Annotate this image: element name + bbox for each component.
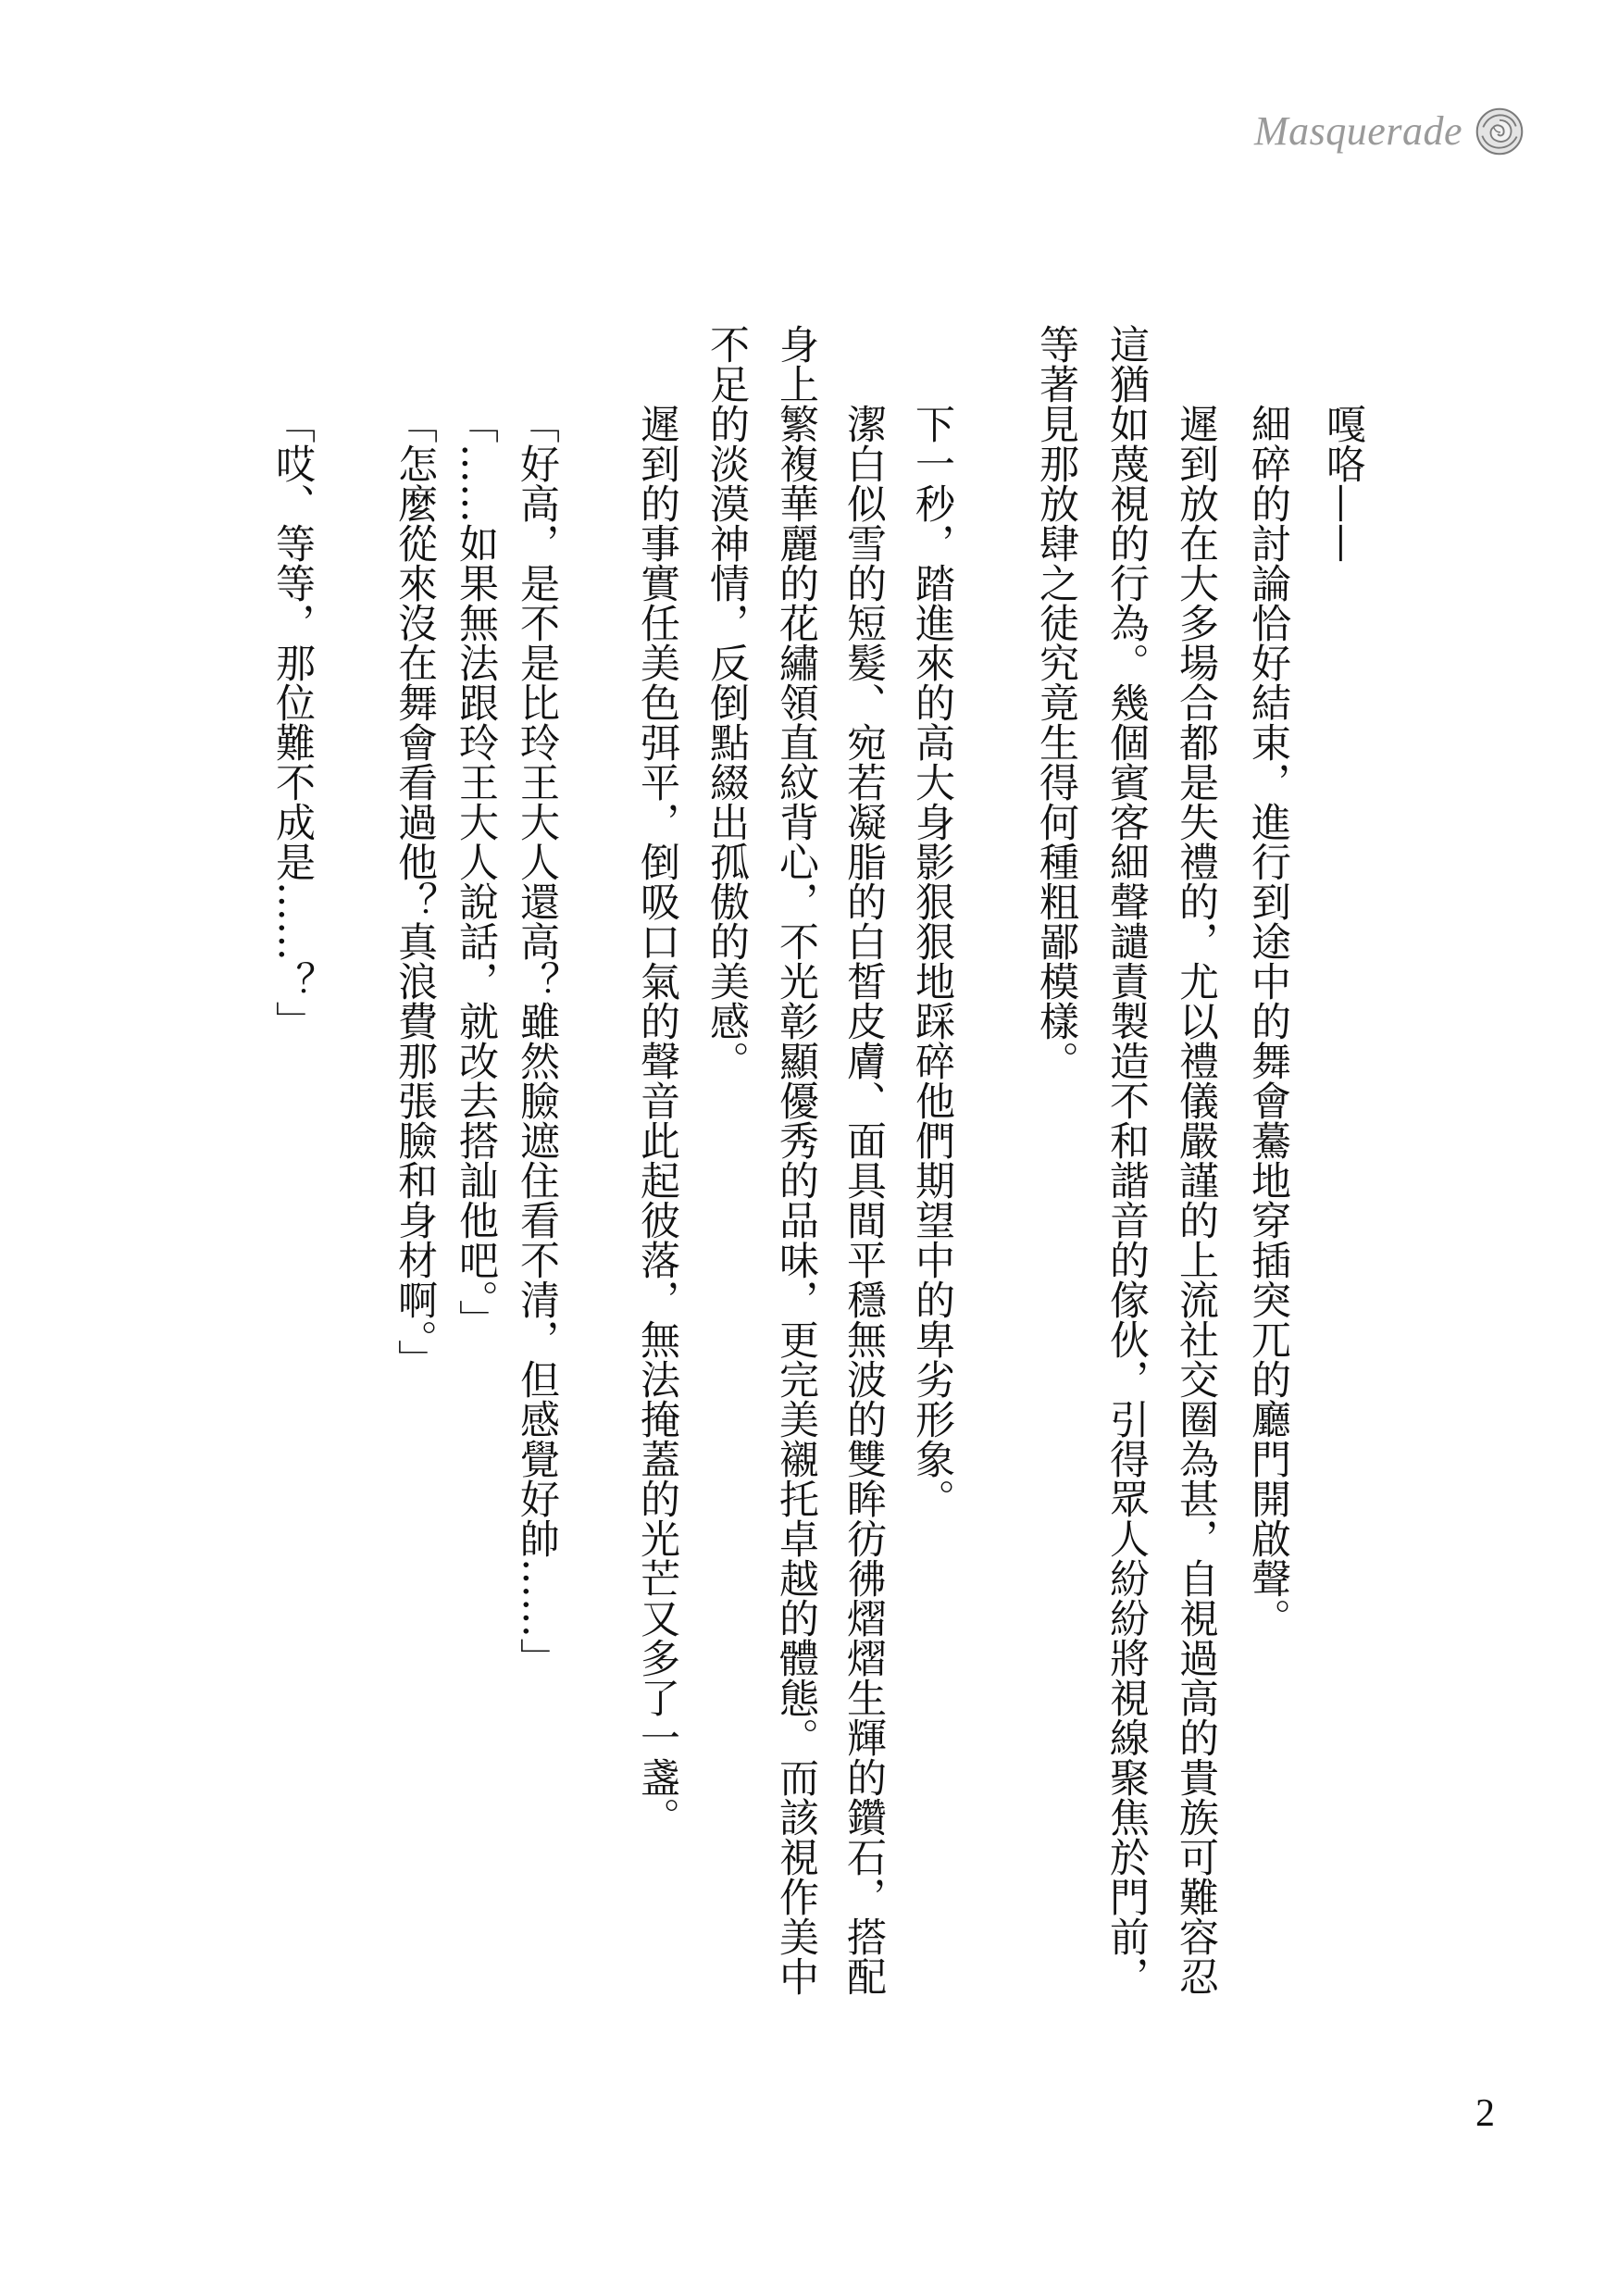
dialogue-line: 「怎麼從來沒在舞會看過他？真浪費那張臉和身材啊。」 bbox=[392, 404, 438, 1379]
text-line: 遲到的事實任美色弭平，倒吸口氣的聲音此起彼落，無法掩蓋的光芒又多了一盞。 bbox=[634, 404, 680, 1837]
dialogue-line: 「……如果無法跟玲王大人說話，就改去搭訕他吧。」 bbox=[453, 404, 499, 1340]
text-line: 遲到放在大多場合都是失禮的，尤以禮儀嚴謹的上流社交圈為甚，自視過高的貴族可難容忍 bbox=[1173, 404, 1219, 1996]
text-line: 身上繁複華麗的花繡領直紋背心，不光彰顯優秀的品味，更完美襯托卓越的體態。而該視作美中 bbox=[773, 324, 819, 1996]
page-number: 2 bbox=[1475, 2092, 1495, 2135]
running-header bbox=[1254, 102, 1525, 161]
dialogue-line: 「好高，是不是比玲王大人還高？雖然臉遮住看不清，但感覺好帥……」 bbox=[514, 404, 560, 1678]
rose-icon-graphic bbox=[1474, 106, 1525, 157]
rose-icon bbox=[1474, 106, 1525, 157]
text-line: 等著見那放肆之徒究竟生得何種粗鄙模樣。 bbox=[1033, 324, 1079, 1080]
text-line: 細碎的討論恰好結束，進行到途中的舞會驀地穿插突兀的廳門開啟聲。 bbox=[1245, 404, 1291, 1638]
text-line: 不足的淡漠神情，反倒點綴出孤傲的美感。 bbox=[703, 324, 750, 1080]
text-line: 這猶如蔑視的行為。幾個賓客細聲譴責製造不和諧音的傢伙，引得眾人紛紛將視線聚焦於門前， bbox=[1103, 324, 1150, 1996]
dialogue-line: 「哎、等等，那位難不成是……？」 bbox=[269, 404, 316, 1041]
text-line: 潔白似雪的短髮、宛若凝脂的白皙皮膚、面具間平穩無波的雙眸彷彿熠熠生輝的鑽石，搭配 bbox=[840, 404, 887, 1996]
header-title: Masquerade bbox=[1254, 108, 1462, 154]
text-line: 下一秒，踏進來的高大身影狠狠地踩碎他們期望中的卑劣形象。 bbox=[909, 404, 955, 1518]
sound-effect-line: 嘎咯—— bbox=[1320, 404, 1366, 563]
